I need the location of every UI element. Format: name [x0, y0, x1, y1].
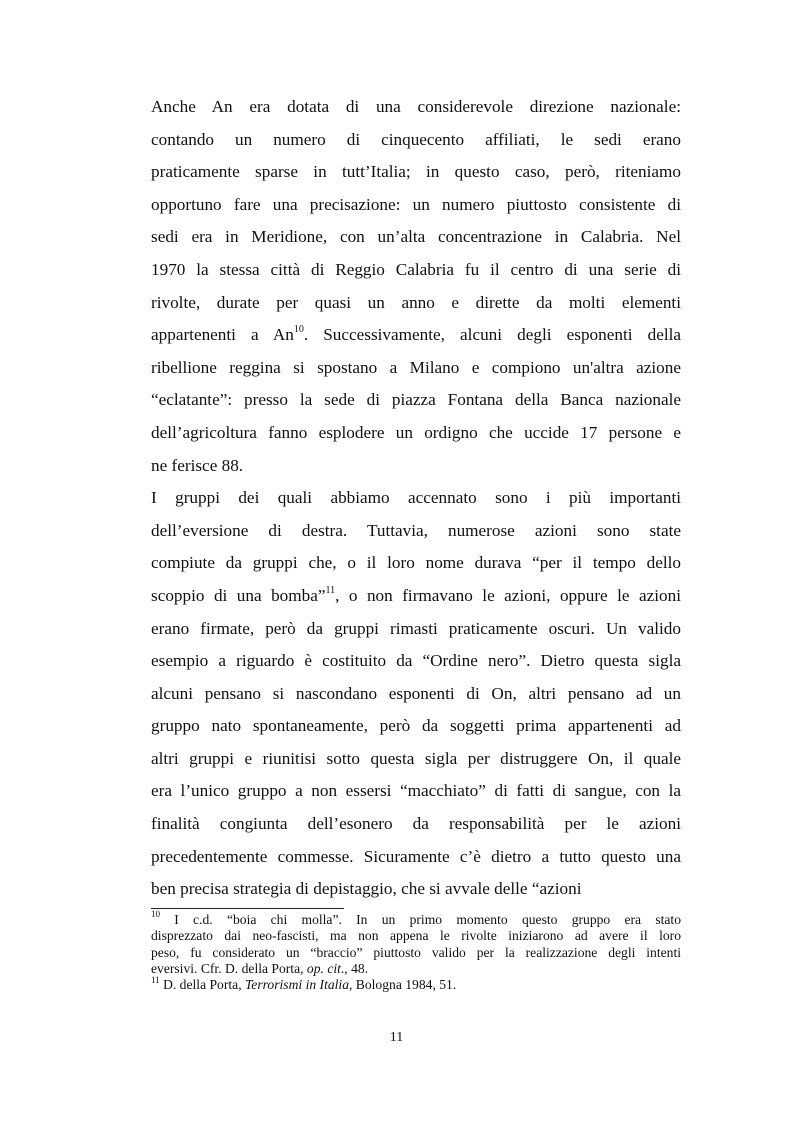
body-line: ribellione reggina si spostano a Milano e compiono un'altra azione [151, 357, 681, 377]
page-number: 11 [389, 1030, 404, 1045]
body-line: contando un numero di cinquecento affiliati, le sedi erano [151, 129, 681, 149]
footnote-ref: 10 [293, 324, 304, 336]
footnote-10 [151, 909, 681, 977]
footnote-10-line-1: $^{10}$ I c.d. “boia chi molla”. In un primo momento questo gruppo era stato [151, 909, 681, 927]
footnote-10-number: 10 [151, 909, 160, 920]
body-line: finalità congiunta dell’esonero da responsabilità per le azioni [151, 814, 681, 834]
footnote-11 [151, 974, 681, 993]
body-line: ben precisa strategia di depistaggio, che si avvale delle “azioni [151, 879, 582, 899]
footnote-10-line-4: eversivi. Cfr. D. della Porta, op. cit., 48. [151, 960, 369, 976]
body-line: “eclatante”: presso la sede di piazza Fontana della Banca nazionale [151, 390, 681, 410]
footnote-10-line-3: peso, fu considerato un “braccio” piuttosto valido per la realizzazione degli intenti [151, 944, 681, 960]
body-line: rivolte, durate per quasi un anno e dirette da molti elementi [151, 292, 681, 312]
footnote-11-line-1: $^{11}$ D. della Porta, Terrorismi in Italia, Bologna 1984, 51. [151, 974, 457, 993]
body-line: dell’eversione di destra. Tuttavia, numerose azioni sono state [151, 520, 681, 540]
body-line: era l’unico gruppo a non essersi “macchiato” di fatti di sangue, con la [151, 781, 681, 801]
body-line: sedi era in Meridione, con un’alta concentrazione in Calabria. Nel [151, 227, 681, 247]
footnote-separator [151, 908, 344, 909]
body-line: gruppo nato spontaneamente, però da soggetti prima appartenenti ad [151, 716, 681, 736]
body-line: opportuno fare una precisazione: un numero piuttosto consistente di [151, 194, 681, 214]
body-line: 1970 la stessa città di Reggio Calabria fu il centro di una serie di [151, 259, 681, 279]
body-line: erano firmate, però da gruppi rimasti praticamente oscuri. Un valido [151, 618, 681, 638]
body-line: compiute da gruppi che, o il loro nome durava “per il tempo dello [151, 553, 681, 573]
footnote-10-line-2: disprezzato dai neo-fascisti, ma non appena le rivolte iniziarono ad avere il loro [151, 928, 681, 944]
body-line: alcuni pensano si nascondano esponenti di On, altri pensano ad un [151, 683, 681, 703]
body-line: I gruppi dei quali abbiamo accennato sono i più importanti [151, 488, 681, 508]
body-line: dell’agricoltura fanno esplodere un ordigno che uccide 17 persone e [151, 422, 681, 442]
body-line: appartenenti a An$^{10}$. Successivamente, alcuni degli esponenti della [151, 324, 682, 345]
footnotes [151, 909, 681, 993]
body-line: esempio a riguardo è costituito da “Ordine nero”. Dietro questa sigla [151, 651, 681, 671]
footnote-ref: 11 [325, 585, 336, 597]
body-line: praticamente sparse in tutt’Italia; in questo caso, però, riteniamo [151, 162, 681, 182]
body-line: altri gruppi e riunitisi sotto questa sigla per distruggere On, il quale [151, 748, 681, 768]
body-line: scoppio di una bomba”$^{11}$, o non firmavano le azioni, oppure le azioni [151, 585, 682, 605]
body-line: ne ferisce 88. [151, 455, 244, 475]
body-text [151, 91, 681, 906]
body-line: precedentemente commesse. Sicuramente c’è dietro a tutto questo una [151, 846, 681, 866]
body-line: Anche An era dotata di una considerevole direzione nazionale: [151, 97, 681, 116]
footnote-11-number: 11 [151, 974, 160, 985]
